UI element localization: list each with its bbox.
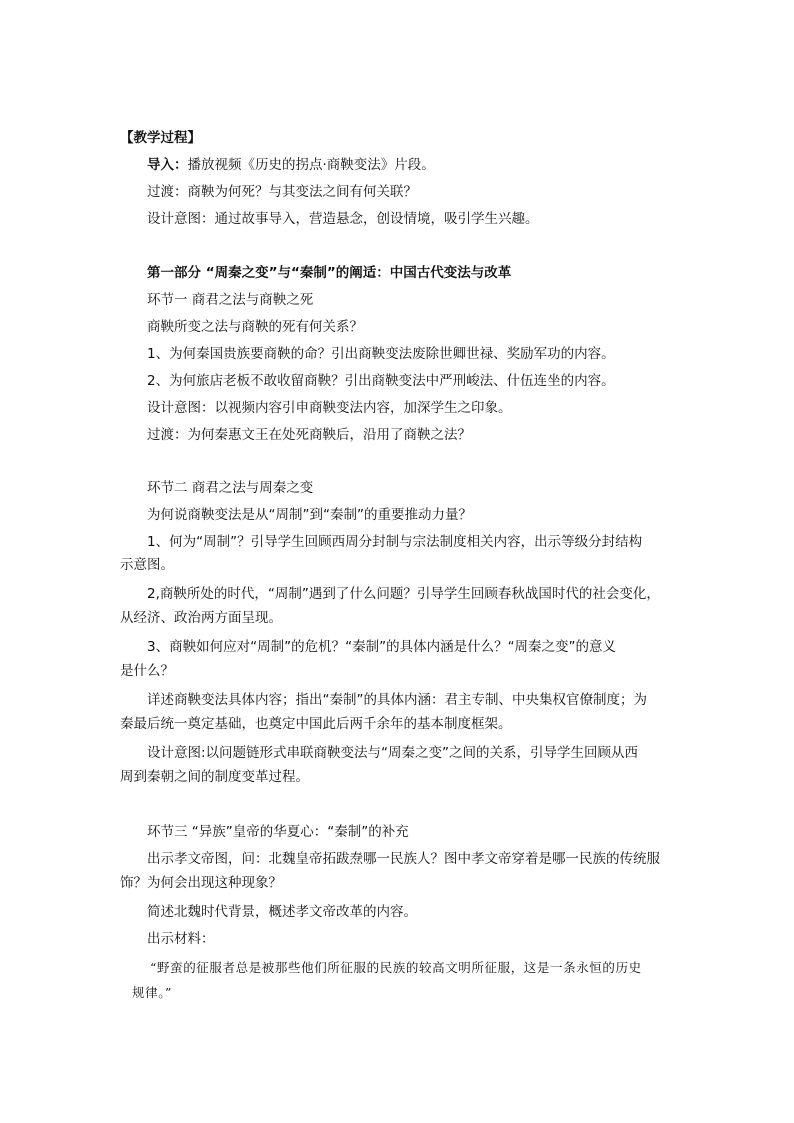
- intro-design: 设计意图：通过故事导入，营造悬念，创设情境，吸引学生兴趣。: [147, 211, 539, 227]
- seg2-q3-line2: 是什么？: [120, 663, 174, 679]
- seg2-q2-line1: 2,商鞅所处的时代，“周制”遇到了什么问题？引导学生回顾春秋战国时代的社会变化，: [147, 586, 660, 602]
- seg2-detail-line1: 详述商鞅变法具体内容；指出“秦制”的具体内涵：君主专制、中央集权官僚制度；为: [147, 692, 647, 708]
- seg1-q1: 1、为何秦国贵族要商鞅的命？引出商鞅变法废除世卿世禄、奖励军功的内容。: [147, 346, 615, 362]
- intro-line: [147, 155, 435, 175]
- section-title: 【教学过程】: [120, 130, 201, 146]
- seg2-question: 为何说商鞅变法是从“周制”到“秦制”的重要推动力量？: [147, 507, 472, 523]
- intro-label: 导入：: [147, 157, 188, 173]
- seg2-detail-line2: 秦最后统一奠定基础，也奠定中国此后两千余年的基本制度框架。: [120, 716, 512, 732]
- seg1-design: 设计意图：以视频内容引申商鞅变法内容，加深学生之印象。: [147, 400, 512, 416]
- seg2-q2-line2: 从经济、政治两方面呈现。: [120, 610, 282, 626]
- quote-line2: 规律。”: [132, 985, 173, 1000]
- seg3-question-line2: 饰？为何会出现这种现象？: [120, 875, 282, 891]
- seg1-transition: 过渡：为何秦惠文王在处死商鞅后，沿用了商鞅之法？: [147, 427, 471, 443]
- seg3-heading: 环节三 “异族”皇帝的华夏心：“秦制”的补充: [147, 824, 409, 840]
- seg3-summary: 简述北魏时代背景，概述孝文帝改革的内容。: [147, 904, 417, 920]
- seg2-q1-line1: 1、何为“周制”？引导学生回顾西周分封制与宗法制度相关内容，出示等级分封结构: [147, 534, 643, 550]
- seg2-design-line2: 周到秦朝之间的制度变革过程。: [120, 769, 309, 785]
- part1-title: 第一部分 “周秦之变”与“秦制”的阐适：中国古代变法与改革: [147, 265, 512, 281]
- seg1-q2: 2、为何旅店老板不敢收留商鞅？引出商鞅变法中严刑峻法、什伍连坐的内容。: [147, 373, 615, 389]
- seg1-question: 商鞅所变之法与商鞅的死有何关系？: [147, 319, 363, 335]
- seg3-material-label: 出示材料：: [147, 931, 215, 947]
- seg2-q1-line2: 示意图。: [120, 557, 174, 573]
- quote-line1: “野蛮的征服者总是被那些他们所征服的民族的较高文明所征服，这是一条永恒的历史: [150, 960, 642, 975]
- seg2-heading: 环节二 商君之法与周秦之变: [147, 480, 314, 496]
- seg2-q3-line1: 3、商鞅如何应对“周制”的危机？“秦制”的具体内涵是什么？“周秦之变”的意义: [147, 639, 617, 655]
- seg3-question-line1: 出示孝文帝图，问：北魏皇帝拓跋焘哪一民族人？图中孝文帝穿着是哪一民族的传统服: [147, 851, 660, 867]
- intro-transition: 过渡：商鞅为何死？与其变法之间有何关联？: [147, 184, 417, 200]
- seg1-heading: 环节一 商君之法与商鞅之死: [147, 292, 314, 308]
- intro-text: 播放视频《历史的拐点·商鞅变法》片段。: [187, 157, 435, 173]
- seg2-design-line1: 设计意图:以问题链形式串联商鞅变法与“周秦之变”之间的关系，引导学生回顾从西: [147, 745, 639, 761]
